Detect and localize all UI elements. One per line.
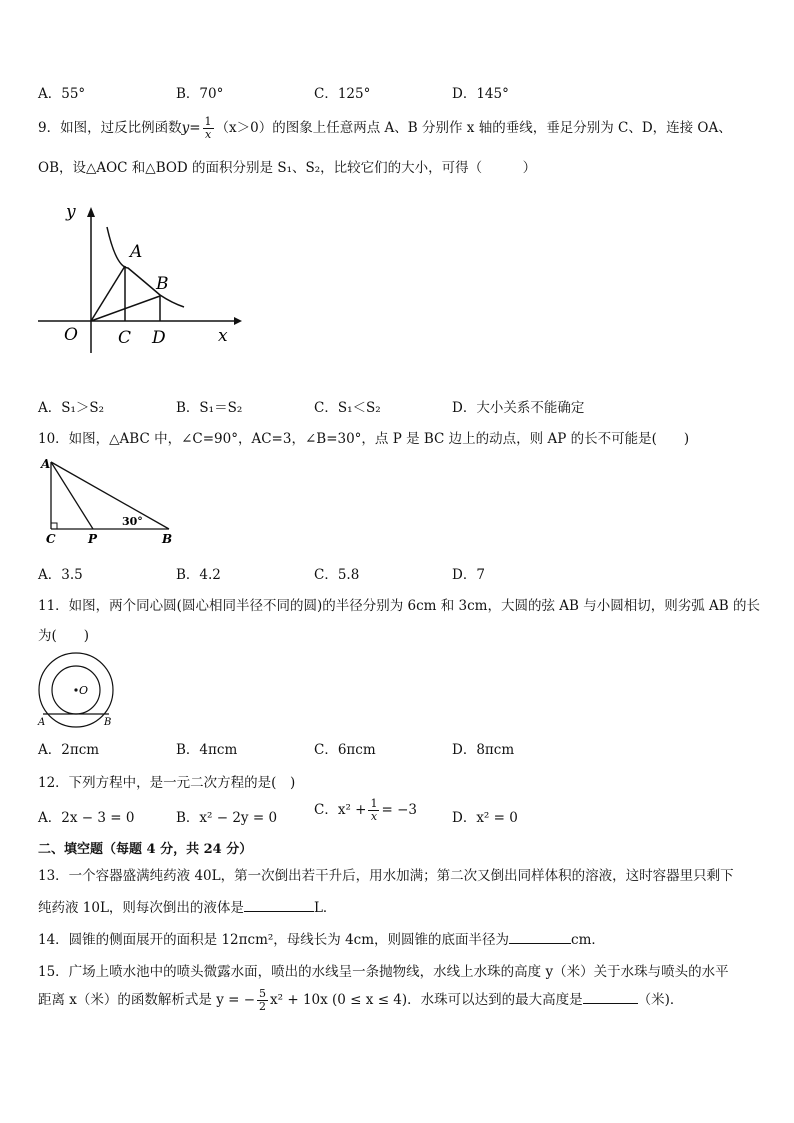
- q15-text-a: 距离 x（米）的函数解析式是 y = −: [38, 992, 256, 1008]
- q9-y-arrow: [87, 207, 95, 217]
- q12-option-d: D．x² = 0: [452, 810, 518, 826]
- q14-answer-blank: [509, 931, 571, 944]
- q13-text-b: L．: [313, 900, 337, 916]
- q10-angle-label: 30°: [122, 515, 143, 528]
- q12-option-b: B．x² − 2y = 0: [176, 810, 278, 826]
- q9-option-d: D．大小关系不能确定: [452, 400, 585, 416]
- q13-line1: 13．一个容器盛满纯药液 40L，第一次倒出若干升后，用水加满；第二次又倒出同样体积的溶液，这时容器里只剩下: [38, 868, 734, 884]
- q15-line2: [38, 988, 683, 1013]
- q11-option-d: D．8πcm: [452, 742, 515, 758]
- q12-line1: 12．下列方程中，是一元二次方程的是( ): [38, 775, 296, 791]
- q10-segment-ap: [51, 462, 93, 529]
- q12-option-c-numerator: 1: [370, 797, 378, 810]
- q12-option-c-fraction: [368, 798, 379, 823]
- q9-segment-oa: [91, 266, 125, 321]
- q9-func-numerator: 1: [204, 115, 212, 128]
- q9-label-x: x: [218, 326, 228, 346]
- q15-numerator: 5: [259, 987, 267, 1000]
- q9-label-d: D: [152, 328, 166, 348]
- q9-hyperbola: [107, 227, 184, 307]
- q10-side-ab: [51, 462, 169, 529]
- q12-option-a: A．2x − 3 = 0: [38, 810, 135, 826]
- q12-option-c-denominator: x: [370, 810, 378, 823]
- q10-label-p: P: [88, 532, 98, 546]
- q11-option-a: A．2πcm: [38, 742, 100, 758]
- q9-figure: [36, 195, 246, 355]
- q11-label-b: B: [104, 717, 112, 728]
- q8-option-b: B．70°: [176, 86, 224, 102]
- q8-option-d: D．145°: [452, 86, 509, 102]
- q9-label-a: A: [130, 242, 143, 262]
- q15-denominator: 2: [259, 1000, 267, 1013]
- section2-title: 二、填空题（每题 4 分，共 24 分）: [38, 842, 253, 857]
- q15-text-b: x² + 10x (0 ≤ x ≤ 4)．水珠可以达到的最大高度是: [270, 992, 583, 1008]
- q10-label-a: A: [41, 457, 51, 471]
- q9-x-arrow: [234, 317, 242, 325]
- q8-option-c: C．125°: [314, 86, 371, 102]
- q9-label-c: C: [118, 328, 132, 348]
- q12-option-c-text-b: = −3: [381, 802, 417, 818]
- q10-label-c: C: [46, 532, 56, 546]
- q9-option-c: C．S₁＜S₂: [314, 400, 381, 416]
- q9-func-y: y: [181, 120, 190, 136]
- q13-answer-blank: [244, 899, 314, 912]
- q10-option-c: C．5.8: [314, 567, 360, 583]
- q11-figure: [36, 652, 116, 728]
- q9-line2: OB，设△AOC 和△BOD 的面积分别是 S₁、S₂，比较它们的大小，可得（ ）: [38, 160, 537, 176]
- q15-fraction: [257, 988, 268, 1013]
- q9-label-o: O: [64, 325, 78, 345]
- q14-text-a: 14．圆锥的侧面展开的面积是 12πcm²，母线长为 4cm，则圆锥的底面半径为: [38, 932, 510, 948]
- q14-line: [38, 928, 605, 948]
- q11-label-o: O: [79, 684, 89, 697]
- q9-line1: [38, 116, 732, 141]
- q11-line2: 为( ): [38, 628, 90, 644]
- q9-text-b: （x＞0）的图象上任意两点 A、B 分别作 x 轴的垂线，垂足分别为 C、D，连接 OA、: [215, 120, 732, 136]
- q10-option-a: A．3.5: [38, 567, 83, 583]
- q11-option-b: B．4πcm: [176, 742, 238, 758]
- q9-func-fraction: [203, 116, 214, 141]
- q10-label-b: B: [162, 532, 173, 546]
- q9-func-denominator: x: [204, 128, 212, 141]
- q14-text-b: cm．: [571, 932, 605, 948]
- q11-line1: 11．如图，两个同心圆(圆心相同半径不同的圆)的半径分别为 6cm 和 3cm，大圆的弦 AB 与小圆相切，则劣弧 AB 的长: [38, 598, 760, 614]
- q9-text-a: 9．如图，过反比例函数: [38, 120, 182, 136]
- q11-center-dot: [74, 688, 77, 691]
- q9-option-b: B．S₁＝S₂: [176, 400, 243, 416]
- q10-figure: [38, 454, 178, 548]
- q9-option-a: A．S₁＞S₂: [38, 400, 105, 416]
- q9-func-eq: =: [189, 120, 201, 136]
- q11-label-a: A: [38, 717, 46, 728]
- q15-line1: 15．广场上喷水池中的喷头微露水面，喷出的水线呈一条抛物线，水线上水珠的高度 y（米）关于水珠与喷头的水平: [38, 964, 729, 980]
- q12-option-c-text-a: C．x² +: [314, 802, 367, 818]
- q12-option-c: [314, 798, 417, 823]
- q9-label-y: y: [66, 202, 76, 222]
- q10-line1: 10．如图，△ABC 中，∠C=90°，AC=3，∠B=30°，点 P 是 BC 边上的动点，则 AP 的长不可能是( ): [38, 431, 690, 447]
- q10-option-d: D．7: [452, 567, 485, 583]
- q9-label-b: B: [156, 274, 169, 294]
- q10-right-angle-mark: [51, 523, 57, 529]
- q10-option-b: B．4.2: [176, 567, 221, 583]
- q11-option-c: C．6πcm: [314, 742, 376, 758]
- q15-text-c: （米)．: [637, 992, 684, 1008]
- q15-answer-blank: [583, 991, 638, 1004]
- q13-line2: [38, 896, 336, 916]
- q8-option-a: A．55°: [38, 86, 86, 102]
- q13-text-a: 纯药液 10L，则每次倒出的液体是: [38, 900, 244, 916]
